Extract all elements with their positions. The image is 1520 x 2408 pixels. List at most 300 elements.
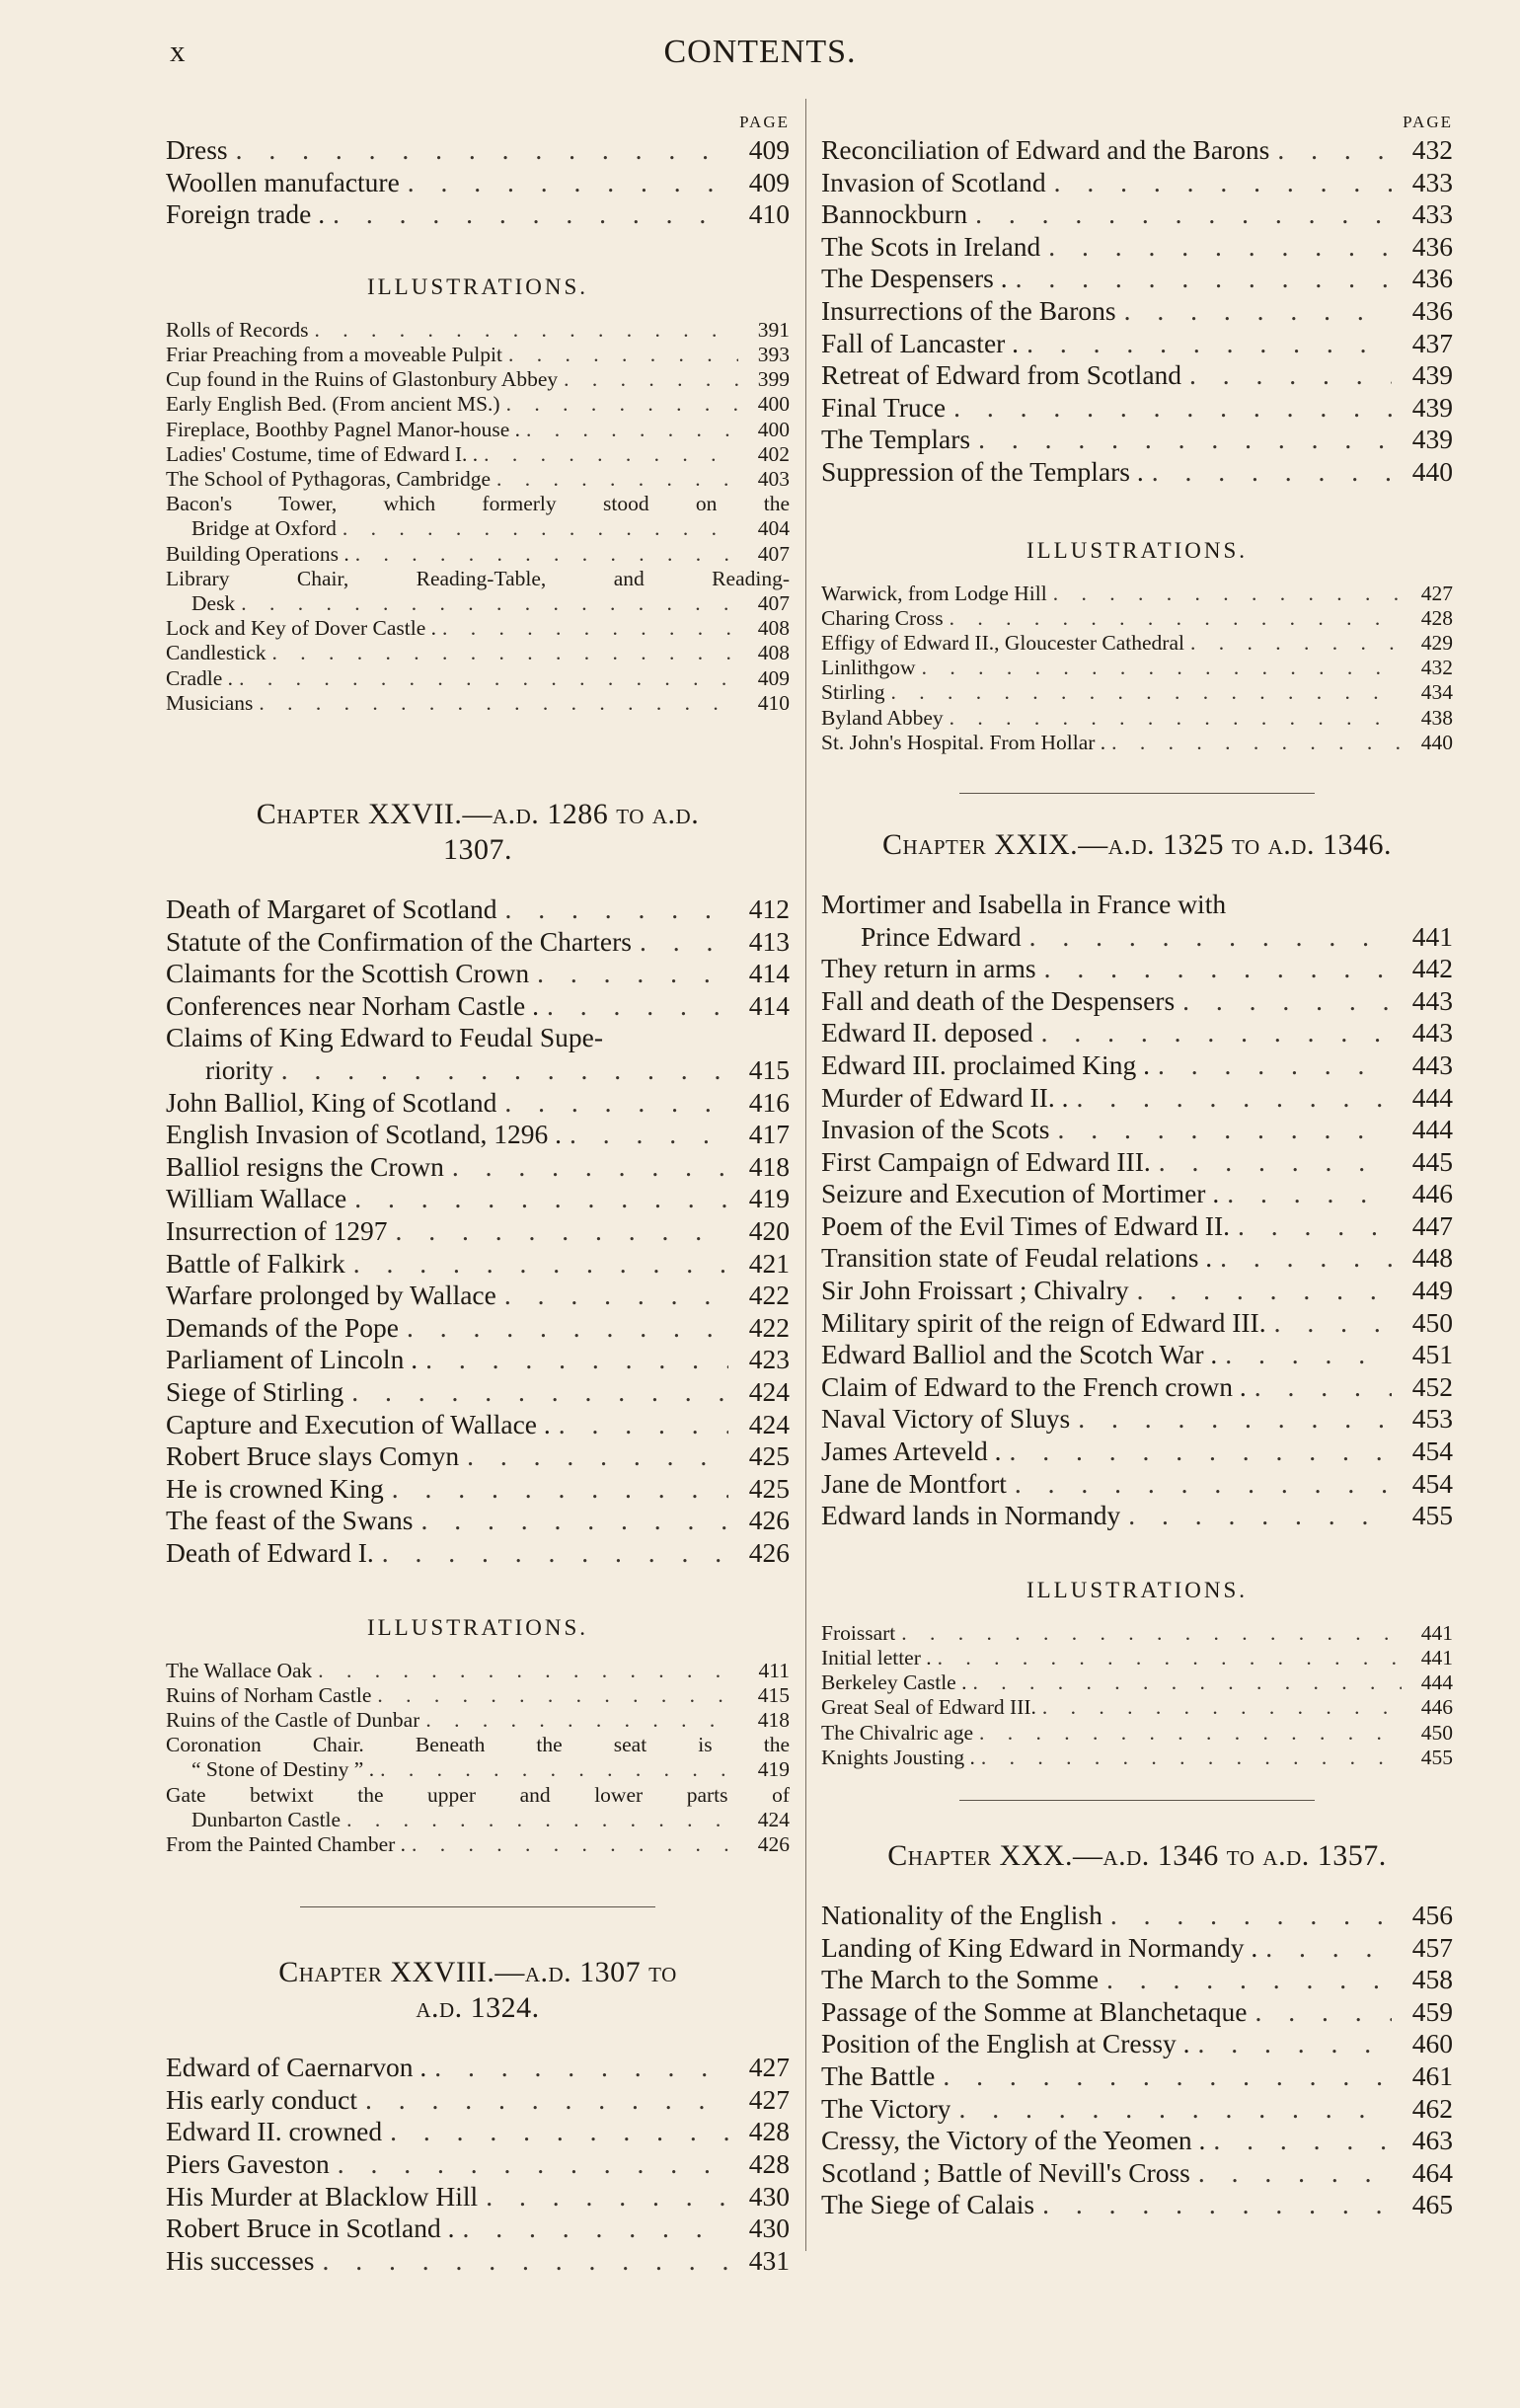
dot-leader [1151,1146,1392,1179]
toc-entry [821,1242,1453,1275]
entry-page: 439 [1411,359,1453,391]
dot-leader [233,666,738,691]
entry-title: Friar Preaching from a moveable Pulpit [166,342,502,366]
dot-leader [384,1473,728,1506]
toc-entry [821,1371,1453,1404]
toc-entry [821,1500,1453,1532]
toc-entry [821,1210,1453,1243]
entry-title: The Wallace Oak [166,1658,313,1682]
dot-leader [1205,2125,1392,2157]
entry-page: 428 [1420,605,1453,630]
entry-page: 409 [757,665,790,690]
dot-leader [497,893,729,926]
entry-title: Fireplace, Boothby Pagnel Manor-house . [166,417,521,441]
entry-page: 451 [1411,1339,1453,1370]
dot-leader [309,318,738,343]
running-title: CONTENTS. [663,34,857,70]
entry-page: 423 [748,1344,790,1375]
column-divider [805,99,806,2251]
illustration-entry [821,1646,1453,1670]
dot-leader [1002,1436,1392,1468]
entry-title: Candlestick [166,641,266,665]
right-column [821,113,1453,2221]
entry-title: The Battle [821,2060,936,2092]
entry-page: 436 [1411,294,1453,326]
entry-page: 418 [748,1150,790,1182]
illustration-entry [166,367,790,392]
entry-page: 465 [1411,2189,1453,2220]
toc-entry [821,2093,1453,2126]
entry-page: 412 [748,893,790,925]
entry-page: 424 [748,1375,790,1407]
entry-page: 433 [1411,198,1453,230]
entry-page: 422 [748,1311,790,1343]
dot-leader [1129,1275,1392,1307]
dot-leader [455,2213,728,2245]
entry-page: 419 [748,1183,790,1214]
toc-entry [821,953,1453,985]
entry-title: Invasion of the Scots [821,1114,1050,1145]
dot-leader [1212,1242,1392,1275]
entry-page: 408 [757,616,790,641]
illustration-entry [166,1708,790,1733]
illustration-entry: Building Operations . . . . 407 [166,542,790,567]
entry-title: From the Painted Chamber . [166,1831,407,1856]
dot-leader [459,1440,728,1473]
entry-page: 440 [1411,455,1453,487]
toc-entry [821,1275,1453,1307]
entry-page: 410 [748,198,790,230]
entry-title: Nationality of the English [821,1900,1102,1931]
entry-page: 444 [1411,1114,1453,1145]
entry-page: 450 [1420,1720,1453,1745]
toc-entry [166,1376,790,1409]
entry-title: Insurrections of the Barons [821,294,1116,326]
entry-page: 413 [748,925,790,957]
dot-leader [944,606,1402,631]
illustration-entry [166,666,790,691]
entry-page: 414 [748,958,790,989]
page-number: x [170,34,186,68]
illustration-entry [166,641,790,665]
illustration-entry [166,691,790,716]
entry-title: Parliament of Lincoln . [166,1344,418,1375]
entry-page: 444 [1411,1081,1453,1113]
dot-leader [950,2093,1392,2126]
illustration-entry [821,656,1453,680]
illustration-entry: Bacon's Tower, which formerly stood on the Bridge at Oxford . . . 404 [166,492,790,541]
toc-entry [821,1049,1453,1082]
entry-page: 452 [1411,1370,1453,1402]
dot-leader [1190,2157,1392,2190]
dot-leader [1184,631,1402,656]
entry-page: 409 [748,134,790,165]
dot-leader [478,2181,728,2214]
entry-title: Passage of the Somme at Blanchetaque [821,1995,1248,2027]
dot-leader [312,1659,738,1683]
dot-leader [314,2245,728,2278]
illustration-entry [166,442,790,467]
dot-leader [1033,1017,1392,1049]
entry-title: Froissart [821,1620,896,1645]
illustration-entry [166,1683,790,1708]
dot-leader [502,343,738,367]
illustrations-heading: ILLUSTRATIONS. [366,273,589,299]
entry-title: Lock and Key of Dover Castle . [166,616,437,641]
page-column-label: PAGE [1403,113,1453,131]
dot-leader [1257,1932,1392,1965]
entry-page: 418 [757,1707,790,1732]
dot-leader [885,680,1402,705]
entry-page: 448 [1411,1242,1453,1274]
entry-page: 411 [758,1658,790,1682]
chapter-heading: Chapter XXVIII.—a.d. 1307 to a.d. 1324. [278,1956,677,2025]
entry-page: 441 [1420,1646,1453,1670]
entry-title: Knights Jousting . [821,1745,975,1769]
dot-leader [371,1683,738,1708]
entry-title: Cressy, the Victory of the Yeomen . [821,2125,1206,2156]
entry-page: 449 [1411,1275,1453,1306]
toc-entry [821,456,1453,489]
toc-entry [166,1440,790,1473]
entry-title: Woollen manufacture [166,166,400,197]
toc-entry [821,2189,1453,2221]
chapter-heading: Chapter XXIX.—a.d. 1325 to a.d. 1346. [882,827,1392,861]
entry-title: Great Seal of Edward III. [821,1695,1036,1720]
toc-entry [821,1307,1453,1340]
illustration-entry: Coronation Chair. Beneath the seat is the “ Stone of Destiny ” . . . . 419 [166,1733,790,1782]
dot-leader [1175,985,1392,1018]
entry-title: The Scots in Ireland [821,230,1041,262]
entry-page: 410 [757,690,790,715]
entry-page: 416 [748,1086,790,1118]
dot-leader [558,367,738,392]
dot-leader [1230,1210,1392,1243]
page-column-label: PAGE [739,113,790,131]
toc-entry [166,1215,790,1248]
toc-entry [821,231,1453,264]
entry-title: Capture and Execution of Wallace . [166,1408,551,1439]
illustration-entry [821,1721,1453,1746]
toc-entry [821,1178,1453,1210]
toc-entry [166,1409,790,1441]
entry-page: 446 [1420,1695,1453,1720]
dot-leader [228,134,728,167]
toc-entry [166,2084,790,2117]
toc-entry [166,2148,790,2181]
dot-leader [895,1621,1402,1646]
entry-page: 427 [748,2052,790,2083]
entry-title: Scotland ; Battle of Nevill's Cross [821,2156,1190,2188]
entry-page: 454 [1411,1436,1453,1467]
toc-entry [821,1964,1453,1996]
entry-title: Death of Margaret of Scotland [166,893,497,925]
entry-page: 457 [1411,1931,1453,1963]
dot-leader [539,990,728,1023]
entry-title: English Invasion of Scotland, 1296 . [166,1119,563,1150]
toc-entry [166,1183,790,1215]
entry-page: 450 [1411,1306,1453,1338]
entry-title: First Campaign of Edward III. [821,1145,1151,1177]
dot-leader [330,2148,728,2181]
entry-title: Edward Balliol and the Scotch War . [821,1339,1218,1370]
dot-leader [1070,1403,1392,1436]
dot-leader [1007,1468,1392,1501]
entry-page: 425 [748,1440,790,1472]
entry-title: William Wallace [166,1183,347,1214]
toc-entry [821,1436,1453,1468]
entry-title: His early conduct [166,2083,357,2115]
entry-page: 434 [1420,680,1453,705]
entry-title: Balliol resigns the Crown [166,1150,444,1182]
entry-title: Byland Abbey [821,705,944,730]
entry-title: Poem of the Evil Times of Edward II. [821,1209,1230,1241]
entry-page: 421 [748,1247,790,1279]
dot-leader [1144,456,1392,489]
entry-title: Berkeley Castle . [821,1670,967,1695]
entry-title: Suppression of the Templars . [821,455,1144,487]
toc-entry [821,2157,1453,2190]
entry-title: They return in arms [821,953,1036,984]
dot-leader [520,418,738,442]
toc-entry [821,1146,1453,1179]
toc-entry [821,134,1453,167]
toc-entry [166,926,790,959]
entry-page: 403 [757,467,790,491]
entry-page: 402 [757,441,790,466]
entry-page: 393 [757,342,790,366]
toc-entry [166,198,790,231]
dot-leader [253,691,738,716]
entry-page: 424 [748,1408,790,1439]
illustration-entry [821,680,1453,705]
entry-page: 420 [748,1214,790,1246]
entry-title: Foreign trade . [166,198,326,230]
dot-leader [406,1832,738,1857]
entry-title: Musicians [166,690,254,715]
toc-entry [166,1312,790,1345]
illustrations-heading: ILLUSTRATIONS. [1026,1577,1249,1602]
dot-leader [970,424,1392,456]
entry-title: Linlithgow [821,656,916,680]
entry-page: 432 [1420,656,1453,680]
dot-leader [345,1248,728,1281]
entry-page: 422 [748,1280,790,1311]
entry-page: 463 [1411,2125,1453,2156]
entry-page: 426 [748,1505,790,1536]
entry-page: 439 [1411,391,1453,423]
illustration-entry [821,606,1453,631]
entry-page: 455 [1420,1745,1453,1769]
illustration-entry [821,1670,1453,1695]
entry-title: Murder of Edward II. . [821,1081,1069,1113]
entry-title: Demands of the Pope [166,1311,399,1343]
entry-title: The feast of the Swans [166,1505,414,1536]
entry-page: 462 [1411,2092,1453,2124]
illustrations-heading: ILLUSTRATIONS. [1026,537,1249,563]
toc-entry [166,2116,790,2148]
entry-title: Ladies' Costume, time of Edward I. . [166,441,479,466]
entry-title: Fall and death of the Despensers [821,984,1176,1016]
toc-entry: Claims of King Edward to Feudal Supe- riority . . . 415 [166,1022,790,1086]
entry-page: 427 [1420,581,1453,605]
entry-title: Siege of Stirling [166,1375,344,1407]
illustration-entry [166,418,790,442]
entry-page: 431 [748,2244,790,2276]
illustrations-heading: ILLUSTRATIONS. [366,1614,589,1640]
entry-page: 443 [1411,1017,1453,1049]
entry-title: Seizure and Execution of Mortimer . [821,1178,1220,1209]
entry-title: Ruins of the Castle of Dunbar [166,1707,420,1732]
toc-entry [821,392,1453,425]
entry-page: 428 [748,2147,790,2179]
entry-title: Claim of Edward to the French crown . [821,1370,1247,1402]
entry-title: Statute of the Confirmation of the Charters [166,925,632,957]
dot-leader [932,1646,1402,1670]
toc-entry [166,1248,790,1281]
entry-title: Jane de Montfort [821,1467,1007,1499]
entry-page: 391 [757,317,790,342]
entry-page: 436 [1411,230,1453,262]
entry-page: 436 [1411,263,1453,294]
dot-leader [1036,953,1392,985]
entry-title: Edward III. proclaimed King . [821,1049,1150,1080]
entry-title: The Chivalric age [821,1720,974,1745]
dot-leader [529,958,728,990]
dot-leader [967,198,1392,231]
entry-page: 443 [1411,1049,1453,1080]
entry-title: Conferences near Norham Castle . [166,989,539,1021]
dot-leader [916,656,1402,680]
illustration-entry [821,731,1453,755]
entry-page: 446 [1411,1178,1453,1209]
toc-entry [821,1114,1453,1146]
entry-title: The Despensers . [821,263,1008,294]
toc-entry: Mortimer and Isabella in France with Prince Edward . . . 441 [821,889,1453,953]
dot-leader [1068,1082,1392,1115]
entry-title: Robert Bruce slays Comyn [166,1440,460,1472]
dot-leader [1190,2028,1392,2060]
entry-title: Dress [166,134,228,165]
entry-page: 430 [748,2180,790,2212]
entry-page: 437 [1411,327,1453,358]
entry-page: 456 [1411,1900,1453,1931]
illustration-entry [821,582,1453,606]
dot-leader [436,616,738,641]
dot-leader [973,1721,1402,1746]
dot-leader [1099,1964,1392,1996]
toc-entry [821,1996,1453,2029]
toc-entry [821,2028,1453,2060]
entry-page: 455 [1411,1500,1453,1531]
entry-page: 409 [748,166,790,197]
left-column [166,113,790,2277]
entry-page: 464 [1411,2156,1453,2188]
dot-leader [419,1708,738,1733]
illustration-entry [166,1659,790,1683]
toc-entry [821,1082,1453,1115]
entry-title: John Balliol, King of Scotland [166,1086,497,1118]
entry-title: St. John's Hospital. From Hollar . [821,730,1106,754]
dot-leader [374,1537,728,1570]
entry-title: Battle of Falkirk [166,1247,345,1279]
dot-leader [935,2060,1392,2093]
entry-page: 439 [1411,424,1453,455]
entry-title: Piers Gaveston [166,2147,330,2179]
illustration-entry [166,318,790,343]
toc-entry [166,2052,790,2084]
entry-title: Insurrection of 1297 [166,1214,388,1246]
toc-entry [821,2060,1453,2093]
entry-page: 443 [1411,984,1453,1016]
entry-title: Sir John Froissart ; Chivalry [821,1275,1129,1306]
illustration-entry: Library Chair, Reading-Table, and Reading- Desk . . . 407 [166,567,790,616]
dot-leader [500,392,738,417]
entry-title: His successes [166,2244,315,2276]
entry-title: The School of Pythagoras, Cambridge [166,467,492,491]
dot-leader [1105,731,1402,755]
toc-entry [166,1151,790,1184]
dot-leader [562,1119,728,1151]
entry-page: 442 [1411,953,1453,984]
entry-title: Ruins of Norham Castle [166,1682,372,1707]
entry-title: James Arteveld . [821,1436,1002,1467]
dot-leader [266,641,738,665]
toc-entry [821,263,1453,295]
section-rule [300,1906,655,1907]
entry-title: Cradle . [166,665,234,690]
dot-leader [1102,1900,1392,1932]
running-header [0,34,1520,83]
dot-leader [382,2116,728,2148]
entry-page: 427 [748,2083,790,2115]
dot-leader [1269,134,1392,167]
dot-leader [1008,263,1392,295]
toc-entry [821,167,1453,199]
dot-leader [1046,167,1392,199]
toc-entry [821,1932,1453,1965]
entry-title: Rolls of Records [166,317,309,342]
toc-entry [166,1344,790,1376]
entry-title: Robert Bruce in Scotland . [166,2213,455,2244]
entry-title: Early English Bed. (From ancient MS.) [166,392,500,417]
entry-page: 433 [1411,166,1453,197]
dot-leader [1047,582,1402,606]
toc-entry [166,134,790,167]
toc-entry [166,1119,790,1151]
dot-leader [478,442,738,467]
toc-entry [166,1505,790,1537]
entry-title: Claimants for the Scottish Crown [166,958,530,989]
toc-entry [166,1537,790,1570]
toc-entry [821,1017,1453,1049]
entry-title: Military spirit of the reign of Edward III. [821,1306,1266,1338]
toc-entry [166,1087,790,1120]
chapter-heading: Chapter XXVII.—a.d. 1286 to a.d. 1307. [256,798,700,867]
toc-entry [821,424,1453,456]
entry-title: Edward II. deposed [821,1017,1033,1049]
toc-entry [166,2213,790,2245]
entry-page: 441 [1420,1620,1453,1645]
entry-page: 453 [1411,1403,1453,1435]
entry-title: Final Truce [821,391,947,423]
entry-page: 399 [757,367,790,392]
toc-entry [821,359,1453,392]
dot-leader [1219,1178,1392,1210]
toc-entry [166,1473,790,1506]
entry-title: Stirling [821,680,885,705]
toc-entry [821,328,1453,360]
